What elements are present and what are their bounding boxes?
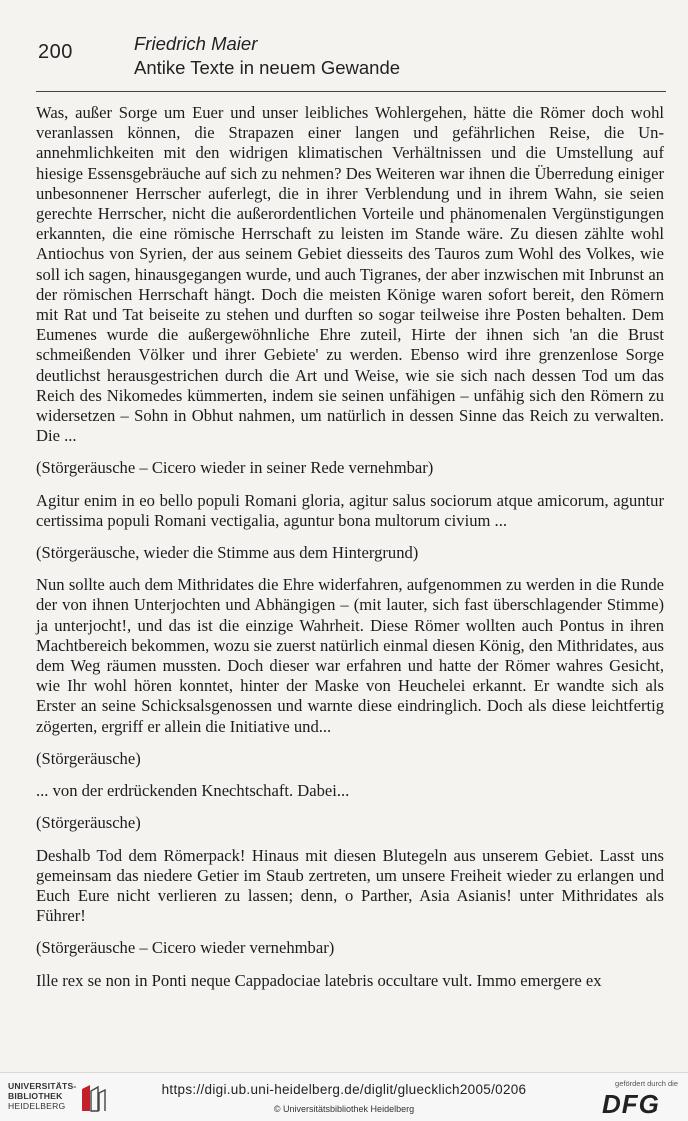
library-name-line: HEIDELBERG <box>8 1101 66 1111</box>
library-name-line: BIBLIOTHEK <box>8 1091 63 1101</box>
paragraph: ... von der erdrückenden Knechtschaft. Dabei... <box>36 781 350 801</box>
body-text <box>36 103 664 1003</box>
dfg-logo[interactable] <box>596 1079 678 1117</box>
stage-direction: (Störgeräusche – Cicero wieder in seiner Rede vernehmbar) <box>36 458 434 478</box>
permalink-url[interactable]: https://digi.ub.uni-heidelberg.de/diglit/gluecklich2005/0206 <box>161 1082 527 1097</box>
running-head-author: Friedrich Maier <box>134 33 258 54</box>
copyright-notice: © Universitätsbibliothek Heidelberg <box>273 1104 415 1114</box>
page-number: 200 <box>38 41 73 63</box>
paragraph: Agitur enim in eo bello populi Romani gloria, agitur salus sociorum atque amicorum, aguntur certissima populi Romani vectigalia, aguntur bona multorum civium ... <box>36 490 664 530</box>
paragraph: Nun sollte auch dem Mithridates die Ehre widerfahren, aufgenommen zu werden in die Runde der von ihnen Unterjochten und Abhängigen – (mit lauter, sich fast überschlagender Stimme) ja unterjocht!, und das ist die einzige Wahrheit. Diese Römer wollten auch Pontus in ihren Machtbereich bekommen, wozu sie zuerst natürlich einmal diesen König, den Mithridates, aus dem Weg räumen mussten. Doch dieser war erfahren und hatte der Römer wahres Gesicht, wie Ihr wohl hören konntet, hinter der Maske von Heuchelei erkannt. Er wandte sich als Erster an seine Schicksalsgenossen und warnte diese eindringlich. Doch als diese leichtfertig zögerten, ergriff er allein die Initiative und... <box>36 575 664 736</box>
paragraph: Deshalb Tod dem Römerpack! Hinaus mit diesen Blutegeln aus unserem Gebiet. Lasst uns gemeinsam das niedere Getier im Staub zertreten, um unsere Freiheit wieder zu erlangen und Euch Eure nicht verlieren zu lassen; denn, o Parther, Asia Asianis! unter Mithridates als Führer! <box>36 845 664 926</box>
paragraph: Ille rex se non in Ponti neque Cappadociae latebris occultare vult. Immo emergere ex <box>36 970 602 990</box>
stage-direction: (Störgeräusche, wieder die Stimme aus dem Hintergrund) <box>36 543 419 563</box>
stage-direction: (Störgeräusche – Cicero wieder vernehmbar) <box>36 938 335 958</box>
stage-direction: (Störgeräusche) <box>36 748 141 768</box>
library-name-line: UNIVERSITÄTS- <box>8 1081 77 1091</box>
page-header <box>0 0 688 95</box>
header-divider <box>36 91 666 92</box>
viewer-footer <box>0 1072 688 1121</box>
paragraph: Was, außer Sorge um Euer und unser leibliches Wohlergehen, hätte die Römer doch wohl veranlassen können, die Strapazen einer langen und gefährlichen Reise, die Unannehmlichkeiten mit den widrigen klimatischen Verhältnissen und die Umstellung auf hiesige Essensgebräuche auf sich zu nehmen? Des Weiteren war ihnen die Überredung einiger unbesonnener Herrscher auferlegt, die in ihrer Verblendung und in ihrem Wahn, sie seien gerechte Herrscher, nicht die außerordentlichen Vorteile und phänomenalen Vergünstigungen erkannten, die eine römische Herrschaft zu leisten im Stande wäre. Zu diesen zählte wohl Antiochus von Syrien, der aus seinem Gebiet diesseits des Tauros zum Wohl des Volkes, wie soll ich sagen, hinausgegangen wurde, und auch Tigranes, der aber inzwischen mit Inbrunst an der römischen Herrschaft hängt. Doch die meisten Könige waren sofort bereit, den Römern mit Rat und Tat beiseite zu stehen und durften so sogar teilweise ihre Posten behalten. Dem Eumenes wurde die außergewöhnliche Ehre zuteil, Hirte der ihnen sich 'an die Brust schmeißenden Völker und ihrer Gebiete' zu werden. Ebenso wird ihre grenzenlose Sorge deutlichst herausgestrichen durch die Art und Weise, wie sie sich nach dessen Tod um das Reich des Nikomedes kümmerten, indem sie seinen unfähigen – unfähig sich den Römern zu widersetzen – Sohn in Obhut nahmen, um natürlich in dessen Sinne das Reich zu verwalten. Die ... <box>36 103 664 446</box>
dfg-tagline: gefördert durch die <box>615 1079 678 1088</box>
dfg-wordmark: DFG <box>602 1089 660 1119</box>
running-head-title: Antike Texte in neuem Gewande <box>134 57 401 78</box>
stage-direction: (Störgeräusche) <box>36 813 141 833</box>
